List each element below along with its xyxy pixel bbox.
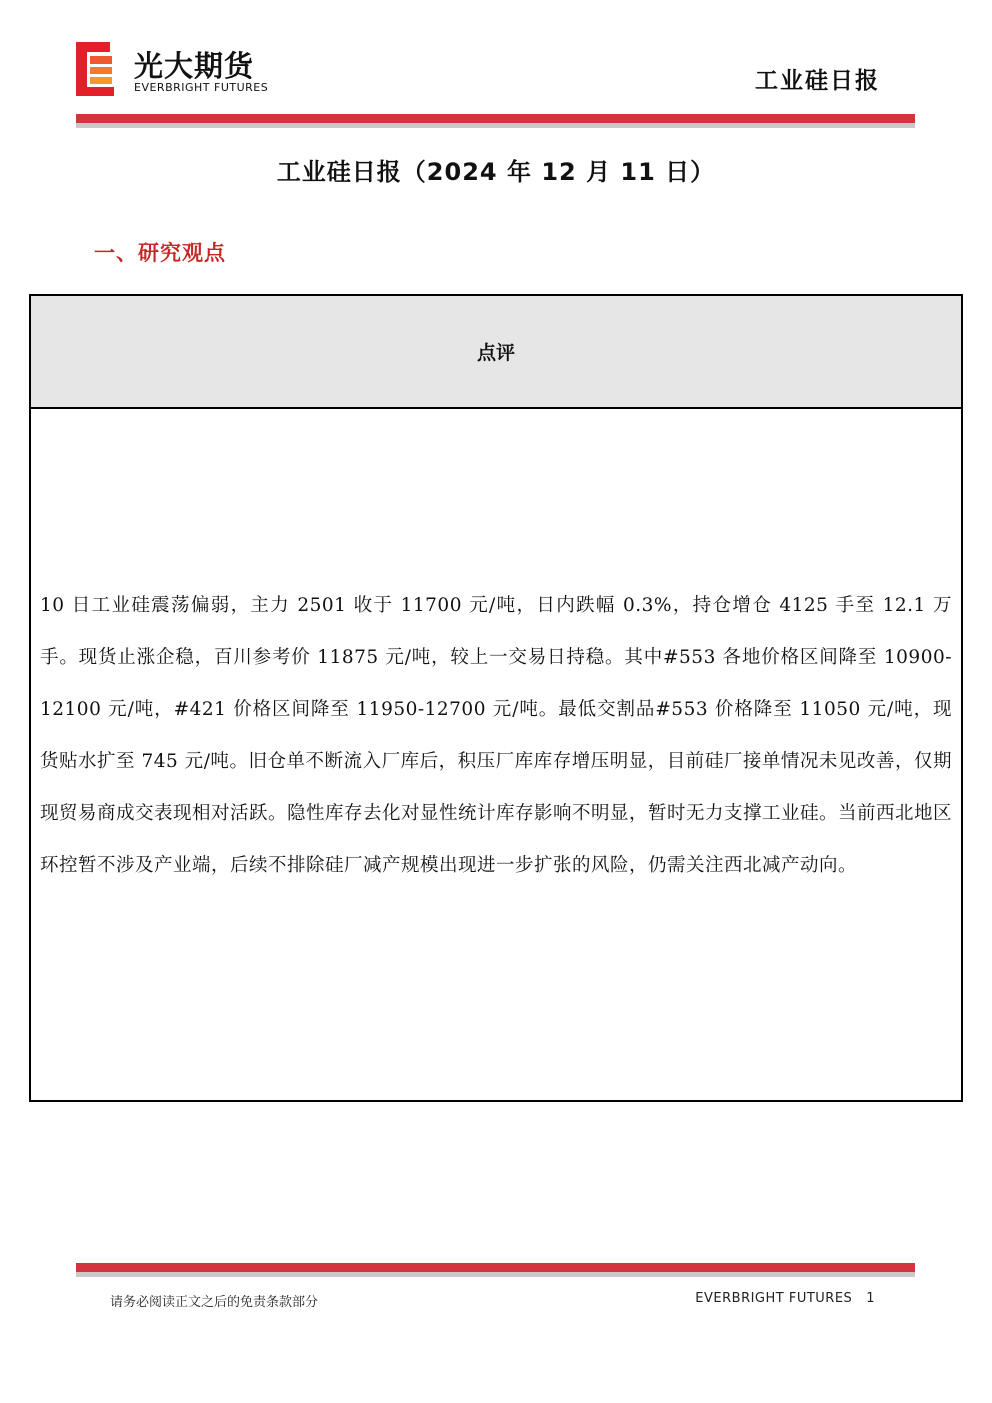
report-name: 工业硅日报: [755, 68, 880, 94]
footer-disclaimer: 请务必阅读正文之后的免责条款部分: [110, 1295, 319, 1310]
footer-divider: [76, 1263, 915, 1277]
commentary-table: [29, 294, 963, 1102]
table-header-label: 点评: [476, 342, 515, 364]
header-divider: [76, 114, 915, 128]
commentary-text: 10 日工业硅震荡偏弱，主力 2501 收于 11700 元/吨，日内跌幅 0.3%，持仓增仓 4125 手至 12.1 万手。现货止涨企稳，百川参考价 11875 元/吨，较上一交易日持稳。其中#553 各地价格区间降至 10900-12100 元/吨，#421 价格区间降至 11950-12700 元/吨。最低交割品#553 价格降至 11050 元/吨，现货贴水扩至 745 元/吨。旧仓单不断流入厂库后，积压厂库库存增压明显，目前硅厂接单情况未见改善，仅期现贸易商成交表现相对活跃。隐性库存去化对显性统计库存影响不明显，暂时无力支撑工业硅。当前西北地区环控暂不涉及产业端，后续不排除硅厂减产规模出现进一步扩张的风险，仍需关注西北减产动向。: [40, 595, 953, 876]
footer-brand: EVERBRIGHT FUTURES: [695, 1291, 853, 1306]
table-header: [31, 296, 961, 409]
logo-chinese-text: 光大期货: [134, 49, 255, 83]
footer-brand-page: [695, 1291, 875, 1306]
section-heading: 一、研究观点: [94, 241, 226, 265]
everbright-logo-icon: [76, 42, 116, 96]
logo-english-text: EVERBRIGHT FUTURES: [134, 81, 269, 94]
document-title: 工业硅日报（2024 年 12 月 11 日）: [276, 158, 716, 186]
everbright-logo: [76, 42, 286, 98]
page-number: 1: [866, 1291, 875, 1306]
table-body: [31, 409, 961, 1100]
